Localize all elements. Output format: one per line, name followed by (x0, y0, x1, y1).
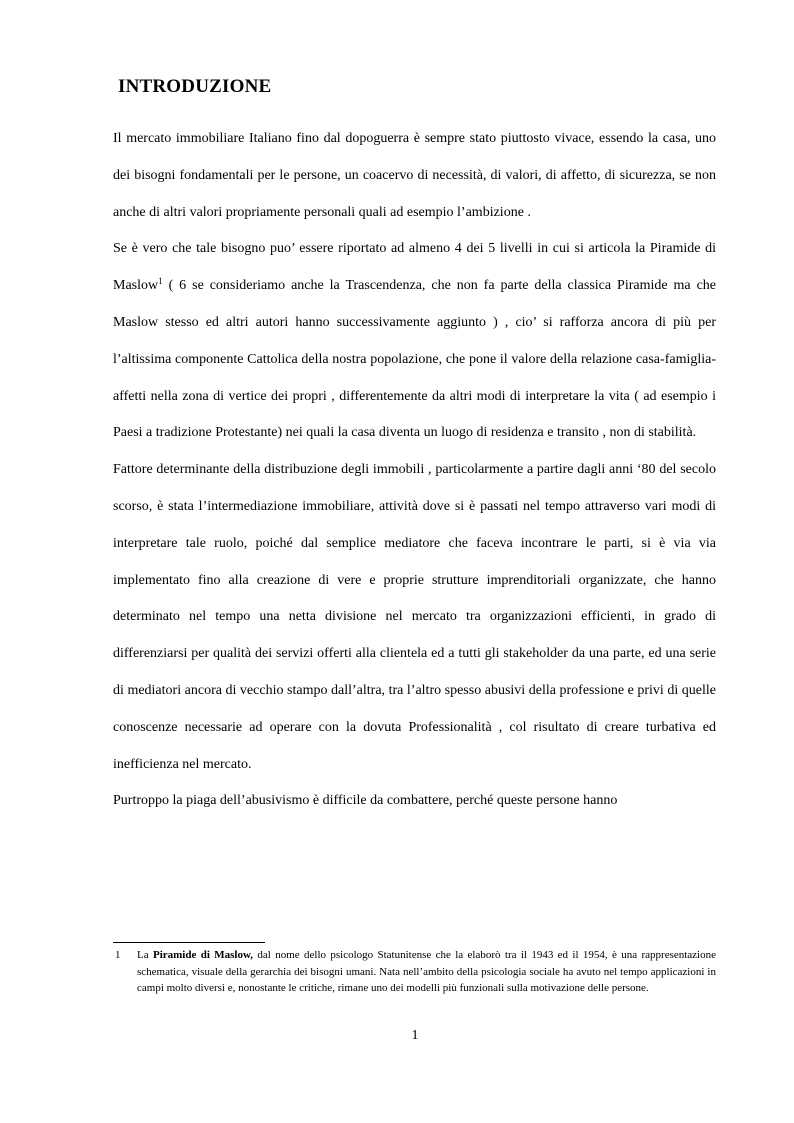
footnote-text-after-term: dal nome dello psicologo Statunitense che la elaborò tra il 1943 ed il 1954, è una rappresentazione schematica, visuale della gerarchia dei bisogni umani. Nata nell’ambito della psicologia sociale ha avuto nel tempo applicazioni in campi molto diversi e, nonostante le critiche, rimane uno dei modelli più funzionali sulla motivazione delle persone. (137, 949, 716, 994)
page-number: 1 (411, 1028, 419, 1043)
footnote-number: 1 (115, 949, 121, 961)
footnote-separator (113, 942, 265, 943)
paragraph-3: Fattore determinante della distribuzione degli immobili , particolarmente a partire dagli anni ‘80 del secolo scorso, è stata l’intermediazione immobiliare, attività dove si è passati nel tempo attraverso vari modi di interpretare tale ruolo, poiché dal semplice mediatore che faceva incontrare le parti, si è via via implementato fino alla creazione di vere e proprie strutture imprenditoriali organizzate, che hanno determinato nel tempo una netta divisione nel mercato tra organizzazioni efficienti, in grado di differenziarsi per qualità dei servizi offerti alla clientela ed a tutti gli stakeholder da una parte, ed una serie di mediatori ancora di vecchio stampo dall’altra, tra l’altro spesso abusivi della professione e privi di quelle conoscenze necessarie ad operare con la dovuta Professionalità , col risultato di creare turbativa ed inefficienza nel mercato. (113, 462, 716, 772)
footnote-reference[interactable]: 1 (158, 276, 163, 287)
paragraph-2 (113, 231, 716, 452)
paragraph-4: Purtroppo la piaga dell’abusivismo è difficile da combattere, perché queste persone hanno (113, 793, 618, 809)
body-text (113, 121, 716, 820)
paragraph-2-text-before: Se è vero che tale bisogno puo’ essere riportato ad almeno 4 dei 5 livelli in cui si articola la Piramide di Maslow (113, 241, 716, 294)
footnote-term: Piramide di Maslow, (152, 949, 254, 961)
paragraph-1: Il mercato immobiliare Italiano fino dal dopoguerra è sempre stato piuttosto vivace, essendo la casa, uno dei bisogni fondamentali per le persone, un coacervo di necessità, di valori, di affetto, di sicurezza, se non anche di altri valori propriamente personali quali ad esempio l’ambizione . (113, 131, 716, 220)
page-title: INTRODUZIONE (118, 76, 272, 97)
footnote-text (137, 947, 716, 997)
footnote (113, 947, 716, 997)
paragraph-2-text-after: ( 6 se consideriamo anche la Trascendenza, che non fa parte della classica Piramide ma che Maslow stesso ed altri autori hanno successivamente aggiunto ) , cio’ si rafforza ancora di più per l’altissima componente Cattolica della nostra popolazione, che pone il valore della relazione casa-famiglia-affetti nella zona di vertice dei propri , differentemente da altri modi di interpretare la vita ( ad esempio i Paesi a tradizione Protestante) nei quali la casa diventa un luogo di residenza e transito , non di stabilità. (113, 278, 716, 441)
footnote-text-before-term: La (137, 949, 153, 961)
